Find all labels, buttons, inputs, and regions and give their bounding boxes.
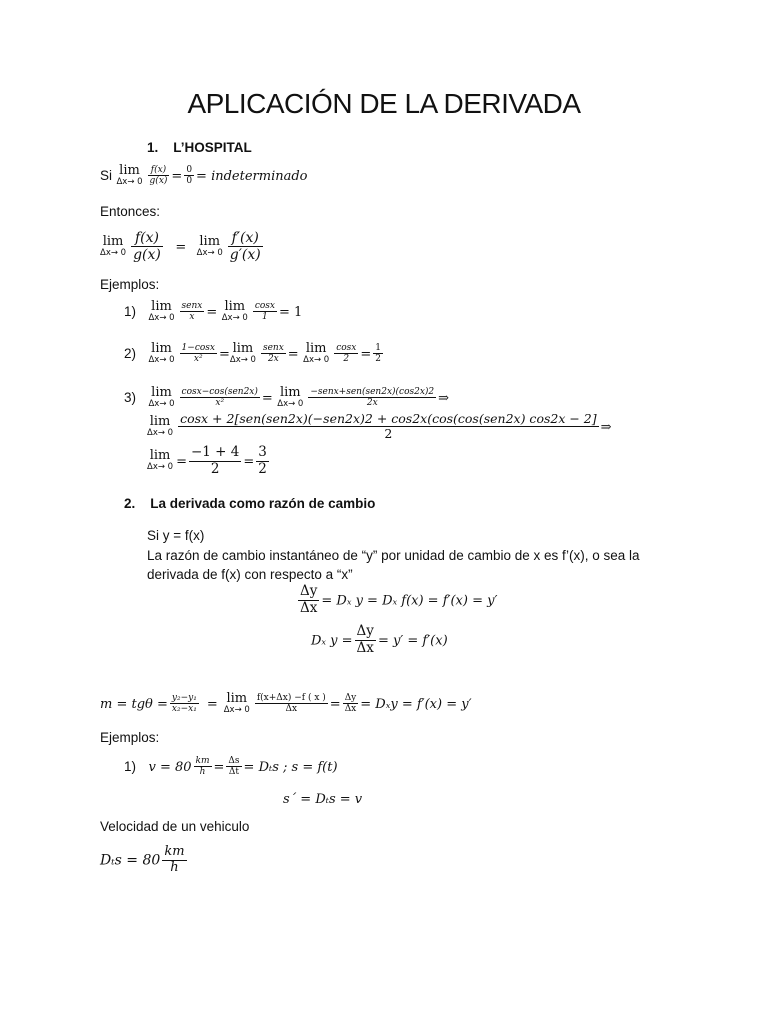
section2-number: 2. (124, 496, 136, 511)
fraction: $\frac{\Delta y}{\Delta x}$ (344, 692, 357, 715)
example-2: 2) lim Δx→ 0 $\frac{1-\cos x}{\text{x²}}$ = lim Δx→ 0 $\frac{\text{senx}}{2x}$ = lim Δx→ 0 $\frac{\cos x}{2}$ = $\frac{1}{2}$ (124, 341, 382, 366)
fraction: $\frac{f'(x)}{g'(x)}$ (229, 230, 261, 264)
example-3-line-1: 3) lim Δx→ 0 $\frac{\text{cosx−cos(sen2x)}}{\text{x²}}$ = lim Δx→ 0 $\frac{\text{−senx+sen(sen2x)(cos2x)2}}{2x}$ ⇒ (124, 385, 450, 410)
example-3-line-2: lim Δx→ 0 cosx + 2[sen(sen2x)(−sen2x)2 + cos2x(cos(cos(sen2x) cos2x − 2] 2 ⇒ (147, 411, 612, 442)
example-3-line-3: lim Δx→ 0 = $\frac{-1 + 4}{2}$ = $\frac{3}{2}$ (147, 444, 267, 477)
limit: lim Δx→ 0 (100, 233, 127, 259)
section1-title: L’HOSPITAL (173, 140, 252, 155)
fraction: $\frac{f(x+\Delta x) -f ( x )}{\Delta x}$ (256, 692, 326, 715)
limit: lim Δx→ 0 (148, 341, 175, 366)
si-label: Si (100, 168, 113, 184)
limit: lim Δx→ 0 (223, 691, 250, 716)
fraction: $\frac{km}{h}$ (195, 756, 210, 778)
velocity-result: Dₜs = 80 $\frac{km}{h}$ (100, 844, 185, 875)
entonces-label: Entonces: (100, 204, 161, 219)
fraction: $\frac{\Delta y}{\Delta x}$ (300, 583, 318, 616)
limit: lim Δx→ 0 (277, 385, 304, 410)
ejemplos-label-1: Ejemplos: (100, 277, 160, 292)
fraction: cosx + 2[sen(sen2x)(−sen2x)2 + cos2x(cos(cos(sen2x) cos2x − 2] 2 (180, 411, 597, 442)
ejemplos-label-2: Ejemplos: (100, 730, 160, 745)
limit: lim Δx→ 0 (196, 233, 223, 259)
fraction: $\frac{km}{h}$ (164, 844, 185, 875)
fraction: $\frac{\cos x}{2}$ (336, 342, 357, 365)
fraction: $\frac{\text{y₂−y₁}}{\text{x₂−x₁}}$ (171, 692, 197, 715)
fraction: $\frac{\text{cosx−cos(sen2x)}}{\text{x²}}$ (181, 386, 258, 409)
limit: lim Δx→ 0 (303, 341, 330, 366)
fraction: $\frac{\cos x}{1}$ (254, 300, 275, 323)
hospital-rule: lim Δx→ 0 $\frac{f(x)}{g(x)}$ = lim Δx→ 0 $\frac{f'(x)}{g'(x)}$ (100, 230, 261, 264)
derivative-equation-1: $\frac{\Delta y}{\Delta x}$ = Dₓ y = Dₓ f(x) = f′(x) = y′ (300, 583, 498, 616)
hospital-condition: Si lim Δx→ 0 $\frac{f(x)}{g(x)}$ = $\frac{0}{0}$ = indeterminado (100, 163, 308, 188)
section1-heading (147, 140, 252, 155)
fraction: $\frac{1-\cos x}{\text{x²}}$ (181, 342, 215, 365)
fraction: $\frac{f(x)}{g(x)}$ (149, 164, 168, 187)
indeterminado: = indeterminado (196, 169, 308, 185)
fraction: $\frac{-1 + 4}{2}$ (190, 444, 240, 477)
limit: lim Δx→ 0 (148, 299, 175, 324)
limit: lim Δx→ 0 (147, 414, 174, 439)
s-prime-equation: s´ = Dₜs = v (283, 792, 363, 807)
limit: lim Δx→ 0 (116, 163, 143, 188)
fraction: $\frac{1}{2}$ (375, 342, 382, 365)
fraction: $\frac{\text{senx}}{2x}$ (262, 342, 284, 365)
example-1: 1) lim Δx→ 0 $\frac{\text{senx}}{x}$ = lim Δx→ 0 $\frac{\cos x}{1}$ = 1 (124, 299, 303, 324)
limit: lim Δx→ 0 (147, 448, 174, 473)
velocity-example: 1) v = 80 $\frac{km}{h}$ = $\frac{\Delta s}{\Delta t}$ = Dₜs ; s = f(t) (124, 756, 338, 778)
zero-fraction: $\frac{0}{0}$ (186, 164, 193, 187)
slope-equation: m = tgθ = $\frac{\text{y₂−y₁}}{\text{x₂−x₁}}$ = lim Δx→ 0 $\frac{f(x+\Delta x) -f ( x )}{\Delta x}$ = $\frac{\Delta y}{\Delta x}$ = Dₓy = f′(x) = y′ (100, 691, 472, 716)
section2-title: La derivada como razón de cambio (150, 496, 376, 511)
paragraph-line-1: La razón de cambio instantáneo de “y” por unidad de cambio de x es f’(x), o sea la (147, 548, 640, 563)
page-title (0, 88, 768, 120)
limit: lim Δx→ 0 (229, 341, 256, 366)
limit: lim Δx→ 0 (221, 299, 248, 324)
si-y-line: Si y = f(x) (147, 528, 205, 543)
fraction: $\frac{\Delta y}{\Delta x}$ (356, 623, 374, 656)
fraction: $\frac{\text{−senx+sen(sen2x)(cos2x)2}}{2x}$ (310, 386, 435, 409)
fraction: $\frac{f(x)}{g(x)}$ (133, 230, 161, 264)
fraction: $\frac{3}{2}$ (258, 444, 267, 477)
limit: lim Δx→ 0 (148, 385, 175, 410)
fraction: $\frac{\text{senx}}{x}$ (181, 300, 203, 323)
derivative-equation-2: Dₓ y = $\frac{\Delta y}{\Delta x}$ = y′ = f′(x) (311, 623, 448, 656)
paragraph-line-2: derivada de f(x) con respecto a “x” (147, 567, 353, 582)
velocidad-label: Velocidad de un vehiculo (100, 819, 250, 834)
fraction: $\frac{\Delta s}{\Delta t}$ (228, 756, 240, 778)
section1-number: 1. (147, 140, 159, 155)
section2-heading (124, 496, 375, 511)
title-text: APLICACIÓN DE LA DERIVADA (187, 88, 581, 119)
